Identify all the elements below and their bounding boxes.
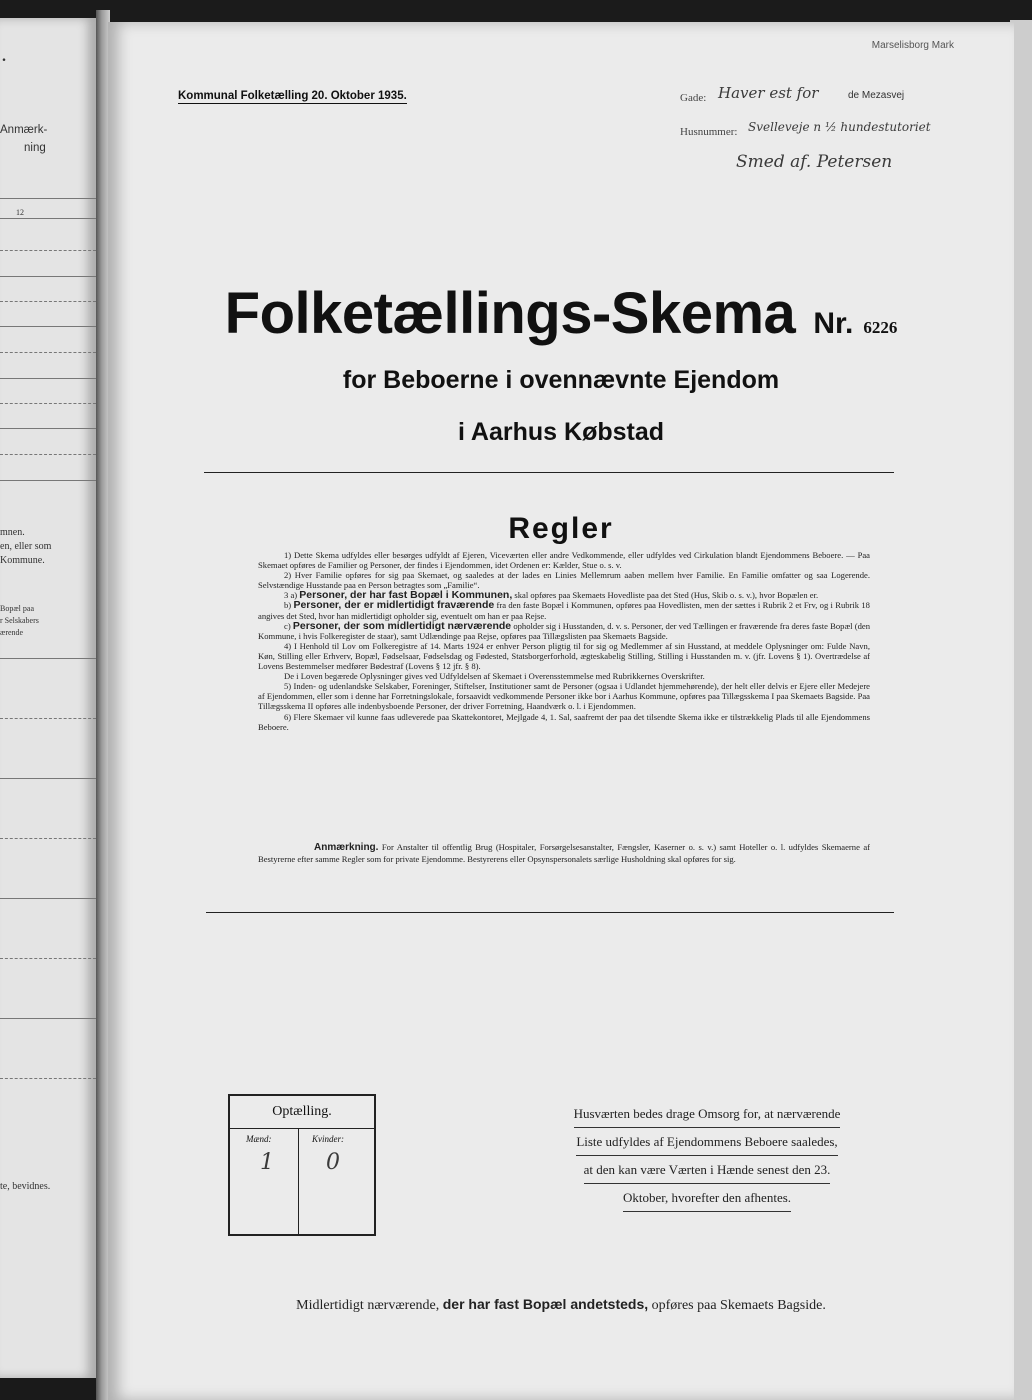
landlord-instruction-line-4: Oktober, hvorefter den afhentes. xyxy=(623,1184,791,1212)
left-page-rule xyxy=(0,454,96,455)
rule-1: 1) Dette Skema udfyldes eller besørges udfyldt af Ejeren, Viceværten eller andre Vedkommende, eller udfyldes ved Cirkulation blandt Ejendommens Beboere. — Paa Skemaet opføres de Familier og Personer, der findes i Ejendommen, idet Ordenen er: Kælder, Stue o. s. v. xyxy=(258,550,870,571)
left-page-rule xyxy=(0,218,96,219)
rule-2: 2) Hver Familie opføres for sig paa Skemaet, og saaledes at der lades en Linies Mellemrum aaben mellem hver Familie. En Familie omfatter og saa Logerende. Selvstændige Husstande paa en Person betragtes som „Familie“. xyxy=(258,570,870,591)
street-handwritten: Haver est for xyxy=(718,84,819,102)
left-page-rule xyxy=(0,1078,96,1079)
form-subtitle-1: for Beboerne i ovennævnte Ejendom xyxy=(342,366,780,394)
form-subtitle-2: i Aarhus Købstad xyxy=(457,418,665,446)
left-page-rule xyxy=(0,898,96,899)
count-box-caption: Optælling. xyxy=(230,1096,374,1129)
house-number-handwritten-2: Smed af. Petersen xyxy=(736,152,893,172)
census-form-page xyxy=(108,22,1014,1400)
footer-pre: Midlertidigt nærværende, xyxy=(296,1298,440,1313)
left-page-header-1: Anmærk- xyxy=(0,124,48,136)
form-title-main: Folketællings-Skema xyxy=(224,281,796,346)
landlord-instruction xyxy=(534,1100,880,1212)
rules-heading: Regler xyxy=(508,512,614,545)
left-page-rule xyxy=(0,352,96,353)
left-page-rule xyxy=(0,326,96,327)
rule-3c: c) Personer, der som midlertidigt nærværende opholder sig i Husstanden, d. v. s. Personer, der ved Tællingen er fraværende fra deres faste Bopæl (den Kommune, i hvis Folkeregister de staar), samt Udlændinge paa Rejse, opføres paa Tillægslisten paa Skemaets Bagside. xyxy=(258,619,871,641)
house-number-label: Husnummer: xyxy=(680,126,738,138)
rule-6: 6) Flere Skemaer vil kunne faas udleverede paa Skattekontoret, Mejlgade 4, 1. Sal, saafremt der paa det tilsendte Skema ikke er tilstrækkelig Plads til alle Ejendommens Beboere. xyxy=(258,711,870,732)
landlord-instruction-line-1: Husværten bedes drage Omsorg for, at nærværende xyxy=(574,1100,841,1128)
left-page-text: Bopæl paa xyxy=(0,604,34,613)
left-page-text: r Selskabers xyxy=(0,616,39,625)
rule-5: 5) Inden- og udenlandske Selskaber, Foreninger, Stiftelser, Institutioner samt de Personer (ogsaa i Udlandet hjemmehørende), der helt eller delvis er Ejere eller Medejere af Ejendommen, eller som i denne har Forretningslokale, forsaavidt vedkommende Personer ikke bor i Aarhus Kommune, opføres paa Tillægsskema I paa Skemaets Bagside. Paa Tillægsskema II opføres alle indenbysboende Personer, der driver Forretning, Haandværk o. l. i Ejendommen. xyxy=(258,681,870,712)
left-page-rule xyxy=(0,480,96,481)
landlord-instruction-line-3: at den kan være Værten i Hænde senest den 23. xyxy=(584,1156,831,1184)
left-page-rule xyxy=(0,378,96,379)
left-page-rule xyxy=(0,276,96,277)
men-label: Mænd: xyxy=(246,1134,272,1144)
left-page-rule xyxy=(0,1018,96,1019)
house-number-handwritten: Svelleveje n ½ hundestutoriet xyxy=(748,120,931,134)
count-box xyxy=(228,1094,376,1236)
rule-4: 4) I Henhold til Lov om Folkeregistre af 14. Marts 1924 er enhver Person pligtig til for sig og Medlemmer af sin Husstand, at meddele Oplysninger om: Fulde Navn, Køn, Stilling eller Erhverv, Bopæl, Fødselsaar, Fødselsdag og Fødested, Statsborgerforhold, ægteskabelig Stilling, Stilling i Husstanden m. v. (jfr. Lovens § 1). Overtrædelse af Lovens Bestemmelser medfører Bødestraf (Lovens § 12 jfr. § 8). xyxy=(258,640,870,672)
left-page-fragment xyxy=(0,18,96,1378)
scan-border xyxy=(0,0,1032,22)
rules-body xyxy=(258,550,870,732)
left-page-rule xyxy=(0,301,96,302)
left-page-rule xyxy=(0,958,96,959)
left-page-rule xyxy=(0,718,96,719)
women-count: 0 xyxy=(326,1150,340,1175)
remark-text: For Anstalter til offentlig Brug (Hospitaler, Forsørgelsesanstalter, Fængsler, Kaserner o. s. v.) samt Hoteller o. l. udfyldes Skemaerne af Bestyrerne efter samme Regler som for private Ejendomme. Bestyrerens eller Opsynspersonalets særlige Husholdning skal opføres for sig. xyxy=(258,842,870,864)
left-page-text: Kommune. xyxy=(0,555,45,566)
street-printed: de Mezasvej xyxy=(848,90,905,101)
divider-top xyxy=(204,472,894,473)
remark-keyword: Anmærkning. xyxy=(314,842,379,853)
left-page-header-2: ning xyxy=(24,142,46,154)
footer-note xyxy=(108,1296,1014,1314)
footer-bold: der har fast Bopæl andetsteds, xyxy=(442,1296,649,1312)
rule-3b: b) Personer, der er midlertidigt fraværende fra den faste Bopæl i Kommunen, opføres paa Hovedlisten, men der sættes i Rubrik 2 et Frv, og i Rubrik 18 angives det Sted, hvor han midlertidigt opholder sig, eventuelt om han er paa Rejse. xyxy=(258,599,870,621)
left-page-text: en, eller som xyxy=(0,541,52,552)
footer-post: opføres paa Skemaets Bagside. xyxy=(651,1298,826,1313)
rule-4b: De i Loven begærede Oplysninger gives ved Udfyldelsen af Skemaet i Overensstemmelse med Rubrikkernes Overskrifter. xyxy=(284,671,705,682)
left-page-rule xyxy=(0,250,96,251)
women-label: Kvinder: xyxy=(312,1134,344,1144)
landlord-instruction-line-2: Liste udfyldes af Ejendommens Beboere saaledes, xyxy=(576,1128,837,1156)
left-page-rule xyxy=(0,198,96,199)
form-title xyxy=(108,280,1014,347)
left-page-col-number: 12 xyxy=(16,208,24,217)
form-title-nr: Nr. xyxy=(813,307,854,340)
left-page-rule xyxy=(0,428,96,429)
census-title-line: Kommunal Folketælling 20. Oktober 1935. xyxy=(178,90,407,102)
divider-bottom xyxy=(206,912,894,913)
remark-paragraph xyxy=(258,842,870,865)
men-count: 1 xyxy=(260,1150,274,1175)
left-page-rule xyxy=(0,658,96,659)
district-label: Marselisborg Mark xyxy=(871,40,954,51)
left-page-rule xyxy=(0,778,96,779)
street-label: Gade: xyxy=(680,92,707,104)
count-box-divider xyxy=(298,1129,299,1234)
left-page-text: mnen. xyxy=(0,527,25,538)
left-page-text: te, bevidnes. xyxy=(0,1181,51,1192)
left-page-rule xyxy=(0,838,96,839)
form-number: 6226 xyxy=(863,318,898,337)
rule-3a: 3 a) Personer, der har fast Bopæl i Kommunen, skal opføres paa Skemaets Hovedliste paa det Sted (Hus, Skib o. s. v.), hvor Bopælen er. xyxy=(284,589,819,602)
left-page-rule xyxy=(0,403,96,404)
left-page-text: ærende xyxy=(0,628,24,637)
left-page-dot: . xyxy=(2,48,6,65)
